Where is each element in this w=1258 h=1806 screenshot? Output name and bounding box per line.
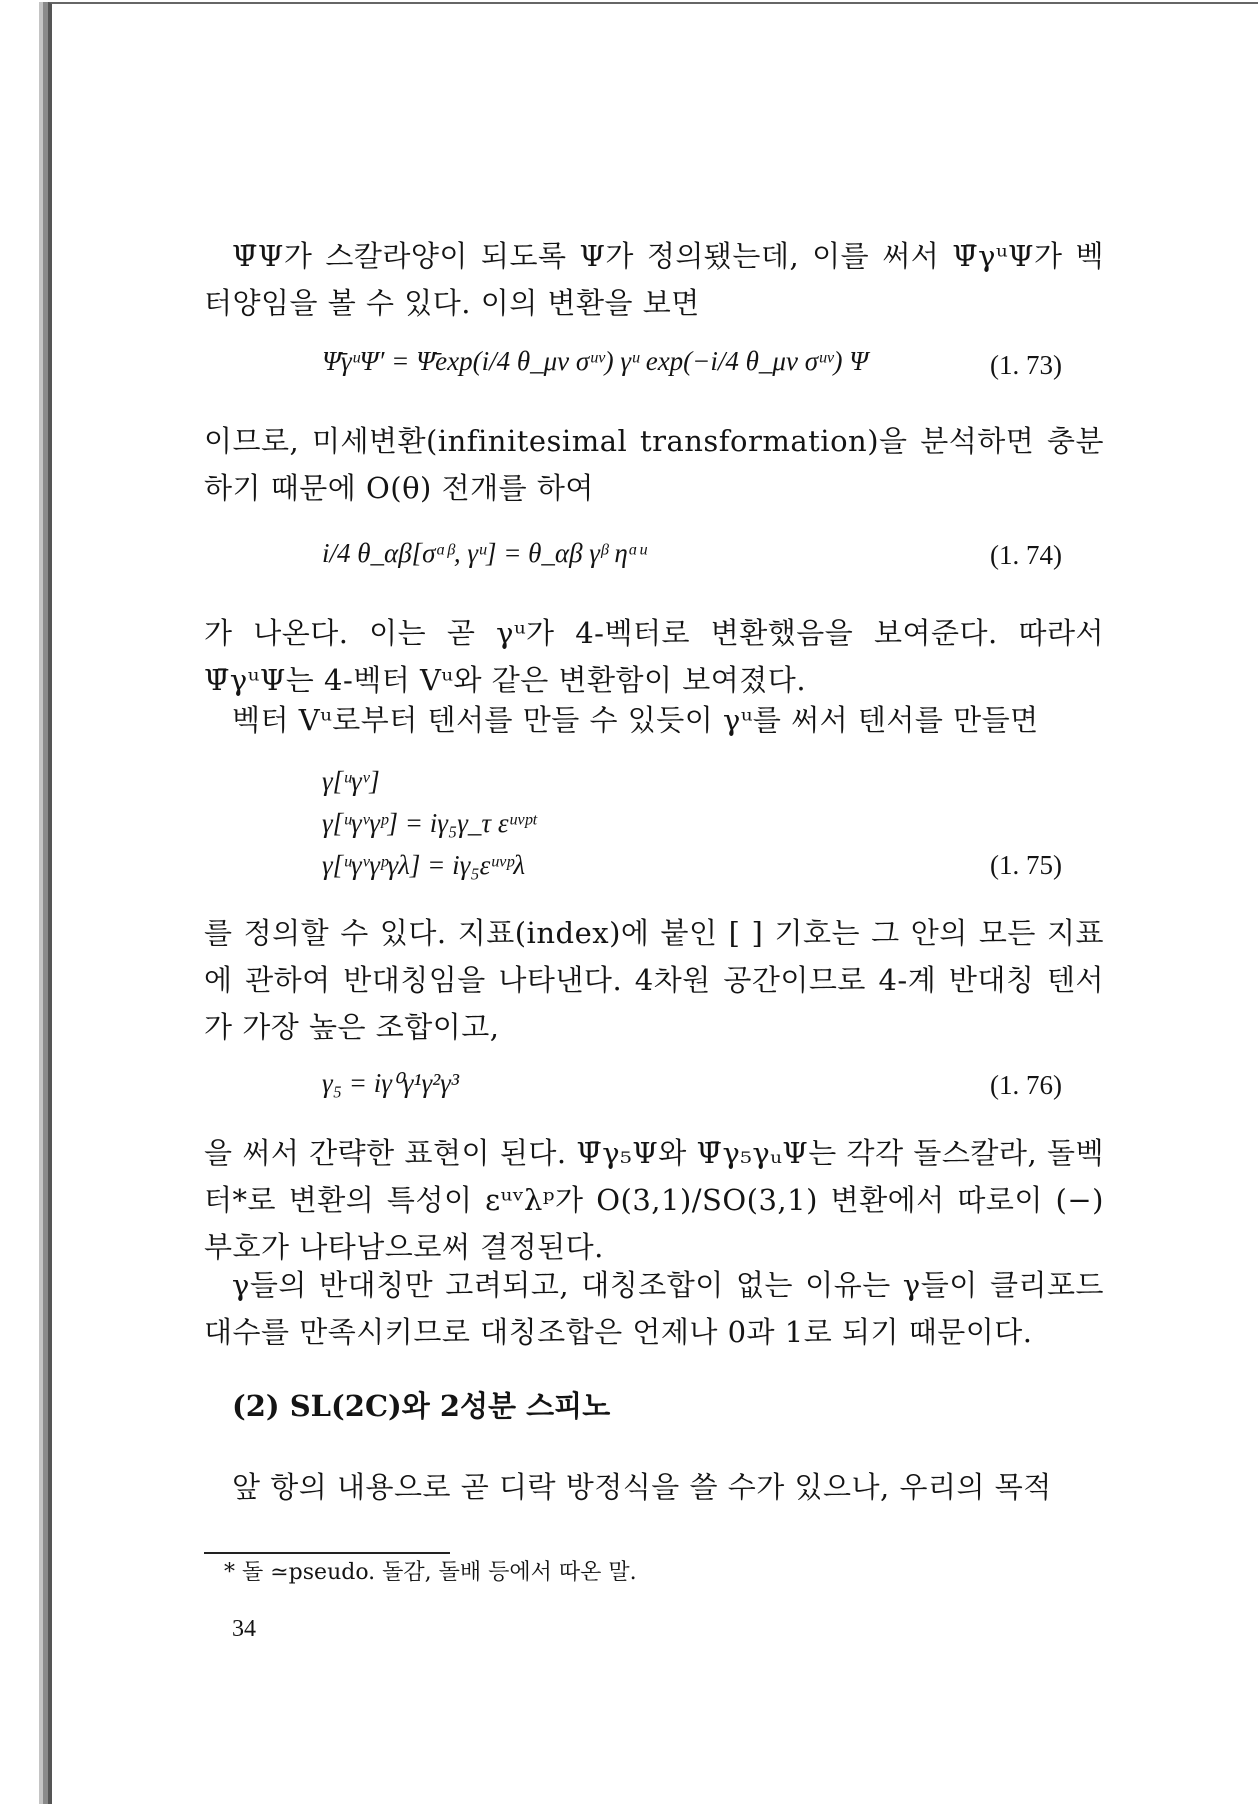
equation-1-76: γ₅ = iγ⁰γ¹γ²γ³ bbox=[322, 1068, 459, 1098]
equation-1-75-line-2: γ[ᵘγᵛγᵖ] = iγ₅γ_τ εᵘᵛᵖᵗ bbox=[322, 808, 537, 838]
equation-number-1-76: (1. 76) bbox=[990, 1070, 1062, 1100]
paragraph-1: Ψ̄Ψ가 스칼라양이 되도록 Ψ가 정의됐는데, 이를 써서 Ψ̄γᵘΨ가 벡터양임을 볼 수 있다. 이의 변환을 보면 bbox=[204, 239, 1104, 320]
equation-number-1-75: (1. 75) bbox=[990, 850, 1062, 880]
section-heading: (2) SL(2C)와 2성분 스피노 bbox=[232, 1389, 611, 1423]
equation-1-75-line-3: γ[ᵘγᵛγᵖγλ] = iγ₅εᵘᵛᵖλ bbox=[322, 850, 526, 880]
equation-number-1-74: (1. 74) bbox=[990, 540, 1062, 570]
equation-1-75-line-1: γ[ᵘγᵛ] bbox=[322, 766, 380, 796]
paragraph-4: 벡터 Vᵘ로부터 텐서를 만들 수 있듯이 γᵘ를 써서 텐서를 만들면 bbox=[232, 703, 1039, 737]
equation-number-1-73: (1. 73) bbox=[990, 350, 1062, 380]
equation-1-74: i/4 θ_αβ[σᵅᵝ, γᵘ] = θ_αβ γᵝ ηᵅᵘ bbox=[322, 538, 647, 568]
footnote-rule bbox=[204, 1552, 450, 1554]
paragraph-7: γ들의 반대칭만 고려되고, 대칭조합이 없는 이유는 γ들이 클리포드 대수를 만족시키므로 대칭조합은 언제나 0과 1로 되기 때문이다. bbox=[204, 1268, 1104, 1349]
paragraph-8: 앞 항의 내용으로 곧 디락 방정식을 쓸 수가 있으나, 우리의 목적 bbox=[232, 1470, 1052, 1504]
page-number: 34 bbox=[232, 1616, 256, 1642]
equation-1-73: Ψ̄γᵘΨ′ = Ψ̄exp(i/4 θ_μν σᵘᵛ) γᵘ exp(−i/4 θ_μν σᵘᵛ) Ψ bbox=[322, 346, 869, 376]
paragraph-6: 을 써서 간략한 표현이 된다. Ψ̄γ₅Ψ와 Ψ̄γ₅γᵤΨ는 각각 돌스칼라, 돌벡터*로 변환의 특성이 εᵘᵛλᵖ가 O(3,1)/SO(3,1) 변환에서 따로이 (−) 부호가 나타남으로써 결정된다. bbox=[204, 1136, 1104, 1264]
paragraph-3: 가 나온다. 이는 곧 γᵘ가 4-벡터로 변환했음을 보여준다. 따라서 Ψ̄γᵘΨ는 4-벡터 Vᵘ와 같은 변환함이 보여졌다. bbox=[204, 616, 1104, 697]
paragraph-2: 이므로, 미세변환(infinitesimal transformation)을 분석하면 충분하기 때문에 O(θ) 전개를 하여 bbox=[204, 424, 1104, 505]
footnote: * 돌 ≃pseudo. 돌감, 돌배 등에서 따온 말. bbox=[224, 1560, 637, 1585]
paragraph-5: 를 정의할 수 있다. 지표(index)에 붙인 [ ] 기호는 그 안의 모든 지표에 관하여 반대칭임을 나타낸다. 4차원 공간이므로 4-계 반대칭 텐서가 가장 높은 조합이고, bbox=[204, 916, 1104, 1044]
